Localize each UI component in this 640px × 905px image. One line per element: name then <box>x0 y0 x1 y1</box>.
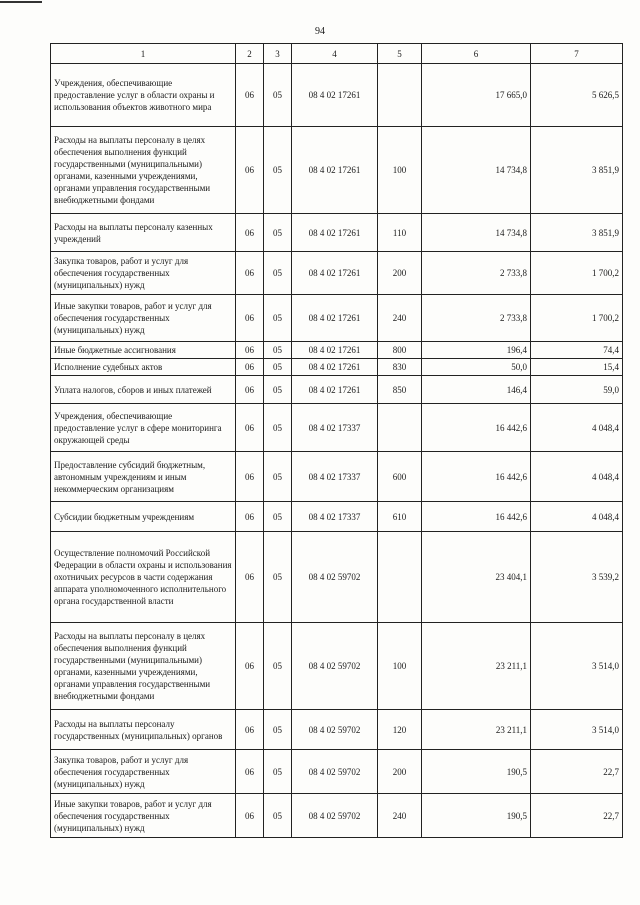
subsection-code: 05 <box>264 252 292 295</box>
table-row <box>51 794 623 838</box>
top-rule <box>0 1 42 3</box>
section-code: 06 <box>236 404 264 452</box>
amount-col6: 2 733,8 <box>422 295 531 342</box>
table-row <box>51 64 623 127</box>
target-article-code: 08 4 02 17261 <box>292 376 378 404</box>
amount-col7: 4 048,4 <box>531 404 623 452</box>
expense-type-code: 610 <box>378 502 422 532</box>
amount-col6: 23 404,1 <box>422 532 531 623</box>
header-row <box>51 44 623 64</box>
table-row <box>51 404 623 452</box>
amount-col6: 23 211,1 <box>422 623 531 710</box>
expense-type-code: 240 <box>378 794 422 838</box>
table-row <box>51 502 623 532</box>
expense-type-code: 200 <box>378 252 422 295</box>
expense-type-code: 100 <box>378 127 422 214</box>
amount-col7: 15,4 <box>531 359 623 376</box>
table-row <box>51 295 623 342</box>
column-header: 4 <box>292 44 378 64</box>
subsection-code: 05 <box>264 452 292 502</box>
target-article-code: 08 4 02 17261 <box>292 127 378 214</box>
subsection-code: 05 <box>264 127 292 214</box>
expense-name: Иные бюджетные ассигнования <box>51 342 236 359</box>
subsection-code: 05 <box>264 750 292 794</box>
table-row <box>51 532 623 623</box>
table-row <box>51 127 623 214</box>
column-header: 6 <box>422 44 531 64</box>
subsection-code: 05 <box>264 710 292 750</box>
section-code: 06 <box>236 64 264 127</box>
table-row <box>51 214 623 252</box>
table-row <box>51 452 623 502</box>
expense-name: Учреждения, обеспечивающие предоставление услуг в области охраны и использования объектов животного мира <box>51 64 236 127</box>
target-article-code: 08 4 02 59702 <box>292 750 378 794</box>
amount-col7: 3 539,2 <box>531 532 623 623</box>
subsection-code: 05 <box>264 64 292 127</box>
column-header: 5 <box>378 44 422 64</box>
target-article-code: 08 4 02 59702 <box>292 710 378 750</box>
amount-col6: 14 734,8 <box>422 214 531 252</box>
expense-type-code: 800 <box>378 342 422 359</box>
amount-col6: 196,4 <box>422 342 531 359</box>
amount-col6: 190,5 <box>422 794 531 838</box>
section-code: 06 <box>236 532 264 623</box>
subsection-code: 05 <box>264 532 292 623</box>
amount-col6: 190,5 <box>422 750 531 794</box>
target-article-code: 08 4 02 59702 <box>292 532 378 623</box>
table-row <box>51 342 623 359</box>
expense-type-code <box>378 532 422 623</box>
expense-type-code <box>378 64 422 127</box>
section-code: 06 <box>236 127 264 214</box>
table-row <box>51 376 623 404</box>
expense-name: Расходы на выплаты персоналу в целях обеспечения выполнения функций государственными (муниципальными) органами, казенными учреждениями, органами управления государственными внебюджетными фондами <box>51 623 236 710</box>
page-number: 94 <box>315 26 325 37</box>
amount-col7: 3 514,0 <box>531 710 623 750</box>
amount-col7: 5 626,5 <box>531 64 623 127</box>
amount-col7: 4 048,4 <box>531 502 623 532</box>
amount-col7: 74,4 <box>531 342 623 359</box>
expense-name: Расходы на выплаты персоналу в целях обеспечения выполнения функций государственными (муниципальными) органами, казенными учреждениями, органами управления государственными внебюджетными фондами <box>51 127 236 214</box>
table-row <box>51 359 623 376</box>
amount-col7: 22,7 <box>531 794 623 838</box>
amount-col7: 3 851,9 <box>531 214 623 252</box>
amount-col7: 3 851,9 <box>531 127 623 214</box>
expense-name: Закупка товаров, работ и услуг для обеспечения государственных (муниципальных) нужд <box>51 750 236 794</box>
section-code: 06 <box>236 623 264 710</box>
amount-col6: 146,4 <box>422 376 531 404</box>
amount-col6: 17 665,0 <box>422 64 531 127</box>
target-article-code: 08 4 02 17261 <box>292 214 378 252</box>
table-row <box>51 252 623 295</box>
table-row <box>51 710 623 750</box>
section-code: 06 <box>236 502 264 532</box>
section-code: 06 <box>236 452 264 502</box>
expense-name: Учреждения, обеспечивающие предоставление услуг в сфере мониторинга окружающей среды <box>51 404 236 452</box>
target-article-code: 08 4 02 17337 <box>292 502 378 532</box>
target-article-code: 08 4 02 17261 <box>292 252 378 295</box>
section-code: 06 <box>236 750 264 794</box>
expense-name: Уплата налогов, сборов и иных платежей <box>51 376 236 404</box>
subsection-code: 05 <box>264 214 292 252</box>
amount-col7: 1 700,2 <box>531 252 623 295</box>
amount-col6: 16 442,6 <box>422 502 531 532</box>
subsection-code: 05 <box>264 359 292 376</box>
budget-table <box>50 43 623 838</box>
expense-type-code: 110 <box>378 214 422 252</box>
expense-type-code: 100 <box>378 623 422 710</box>
column-header: 7 <box>531 44 623 64</box>
subsection-code: 05 <box>264 502 292 532</box>
subsection-code: 05 <box>264 295 292 342</box>
amount-col7: 3 514,0 <box>531 623 623 710</box>
target-article-code: 08 4 02 17261 <box>292 359 378 376</box>
amount-col6: 16 442,6 <box>422 452 531 502</box>
target-article-code: 08 4 02 17261 <box>292 295 378 342</box>
expense-name: Исполнение судебных актов <box>51 359 236 376</box>
section-code: 06 <box>236 794 264 838</box>
expense-name: Расходы на выплаты персоналу государственных (муниципальных) органов <box>51 710 236 750</box>
section-code: 06 <box>236 376 264 404</box>
expense-type-code: 200 <box>378 750 422 794</box>
amount-col6: 16 442,6 <box>422 404 531 452</box>
target-article-code: 08 4 02 17337 <box>292 452 378 502</box>
section-code: 06 <box>236 295 264 342</box>
amount-col7: 22,7 <box>531 750 623 794</box>
table-row <box>51 623 623 710</box>
expense-type-code <box>378 404 422 452</box>
expense-name: Закупка товаров, работ и услуг для обеспечения государственных (муниципальных) нужд <box>51 252 236 295</box>
column-header: 1 <box>51 44 236 64</box>
expense-name: Субсидии бюджетным учреждениям <box>51 502 236 532</box>
amount-col6: 50,0 <box>422 359 531 376</box>
expense-type-code: 850 <box>378 376 422 404</box>
expense-type-code: 240 <box>378 295 422 342</box>
target-article-code: 08 4 02 59702 <box>292 623 378 710</box>
target-article-code: 08 4 02 59702 <box>292 794 378 838</box>
amount-col7: 1 700,2 <box>531 295 623 342</box>
section-code: 06 <box>236 342 264 359</box>
amount-col7: 59,0 <box>531 376 623 404</box>
expense-name: Осуществление полномочий Российской Федерации в области охраны и использования охотничьих ресурсов в части содержания аппарата уполномоченного исполнительного органа государственной власти <box>51 532 236 623</box>
expense-type-code: 120 <box>378 710 422 750</box>
section-code: 06 <box>236 214 264 252</box>
target-article-code: 08 4 02 17337 <box>292 404 378 452</box>
expense-type-code: 830 <box>378 359 422 376</box>
section-code: 06 <box>236 710 264 750</box>
expense-name: Иные закупки товаров, работ и услуг для обеспечения государственных (муниципальных) нужд <box>51 295 236 342</box>
section-code: 06 <box>236 359 264 376</box>
subsection-code: 05 <box>264 376 292 404</box>
subsection-code: 05 <box>264 794 292 838</box>
target-article-code: 08 4 02 17261 <box>292 64 378 127</box>
section-code: 06 <box>236 252 264 295</box>
amount-col6: 14 734,8 <box>422 127 531 214</box>
target-article-code: 08 4 02 17261 <box>292 342 378 359</box>
amount-col6: 2 733,8 <box>422 252 531 295</box>
expense-name: Расходы на выплаты персоналу казенных учреждений <box>51 214 236 252</box>
subsection-code: 05 <box>264 342 292 359</box>
expense-type-code: 600 <box>378 452 422 502</box>
expense-name: Предоставление субсидий бюджетным, автономным учреждениям и иным некоммерческим организациям <box>51 452 236 502</box>
expense-name: Иные закупки товаров, работ и услуг для обеспечения государственных (муниципальных) нужд <box>51 794 236 838</box>
amount-col7: 4 048,4 <box>531 452 623 502</box>
table-row <box>51 750 623 794</box>
subsection-code: 05 <box>264 404 292 452</box>
column-header: 2 <box>236 44 264 64</box>
subsection-code: 05 <box>264 623 292 710</box>
column-header: 3 <box>264 44 292 64</box>
amount-col6: 23 211,1 <box>422 710 531 750</box>
